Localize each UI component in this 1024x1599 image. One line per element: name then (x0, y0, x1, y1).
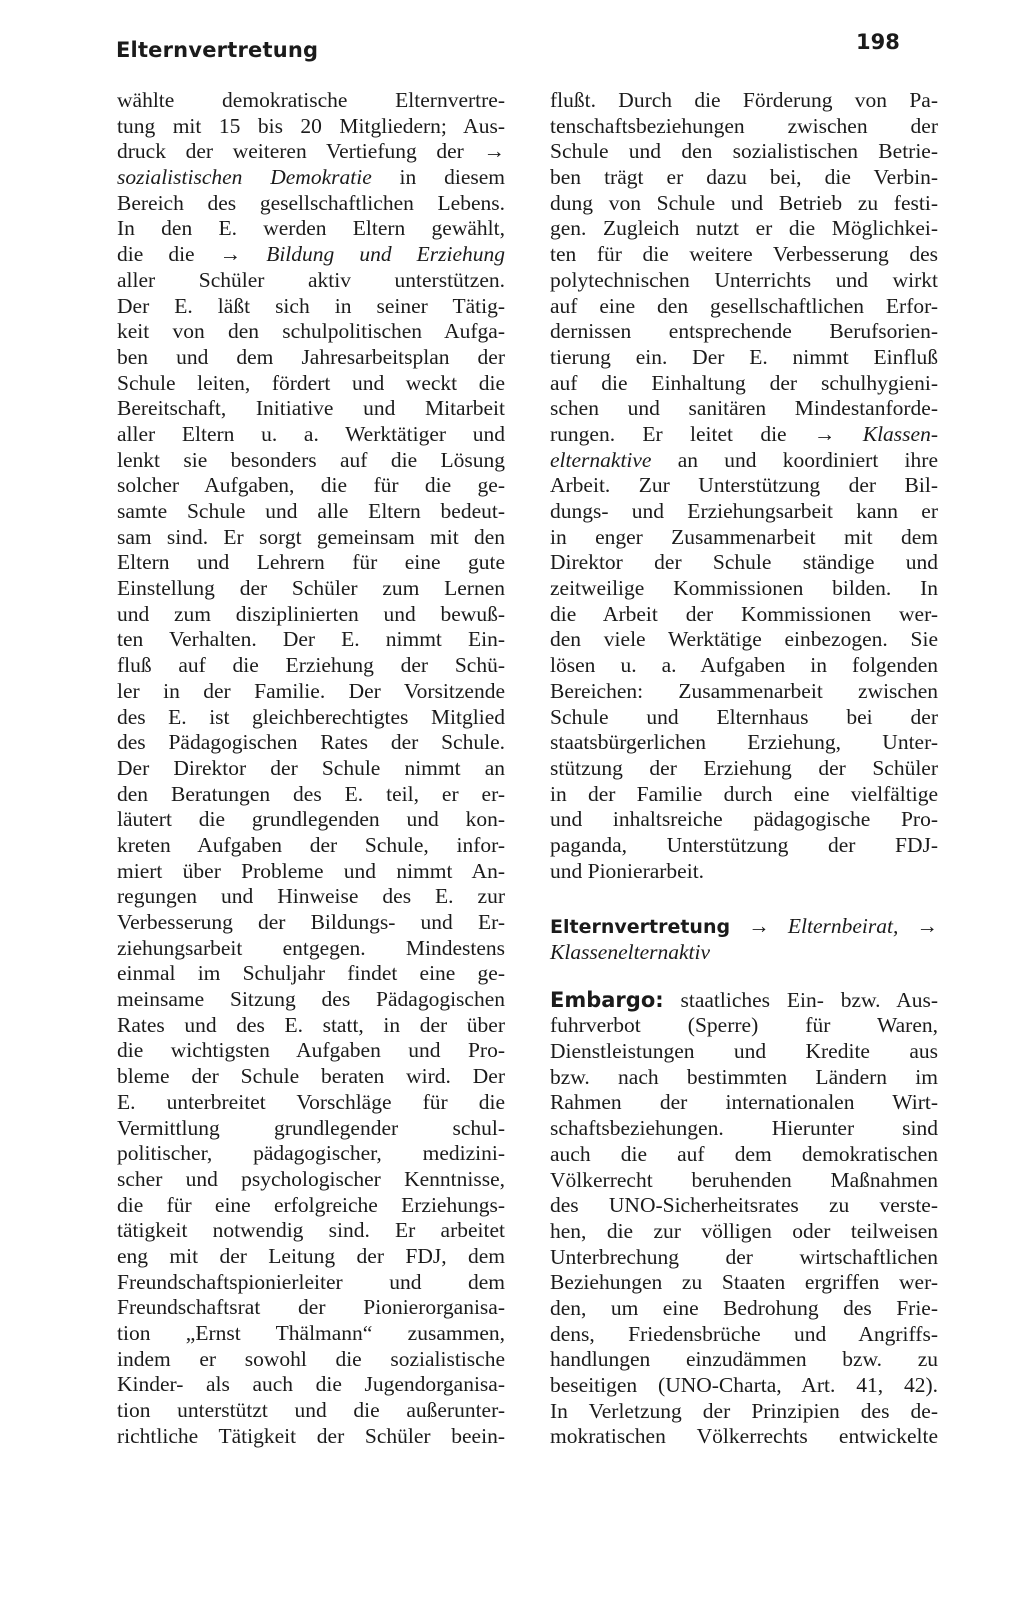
text-line: des E. ist gleichberechtigtes Mitglied (117, 704, 505, 729)
text-line: solcher Aufgaben, die für die ge- (117, 473, 505, 498)
text-line: und inhaltsreiche pädagogische Pro- (550, 807, 938, 832)
text-line: die für eine erfolgreiche Erziehungs- (117, 1192, 505, 1217)
cross-reference-arrow-icon: → (813, 421, 836, 446)
text-line: Unterbrechung der wirtschaftlichen (550, 1244, 938, 1269)
text-line: in enger Zusammenarbeit mit dem (550, 524, 938, 549)
text-line: Eltern und Lehrern für eine gute (117, 550, 505, 575)
text-segment: die die (117, 242, 220, 267)
cross-reference-arrow-icon: → (219, 242, 242, 267)
text-line: paganda, Unterstützung der FDJ- (550, 832, 938, 857)
text-line: und zum disziplinierten und bewuß- (117, 601, 505, 626)
text-line: Der E. läßt sich in seiner Tätig- (117, 293, 505, 318)
text-line: In den E. werden Eltern gewählt, (117, 216, 505, 241)
text-line: tenschaftsbeziehungen zwischen der (550, 113, 938, 138)
text-line: In Verletzung der Prinzipien des de- (550, 1398, 938, 1423)
text-line: Kinder- als auch die Jugendorganisa- (117, 1372, 505, 1397)
text-line: ziehungsarbeit entgegen. Mindestens (117, 935, 505, 960)
text-line: wählte demokratische Elternvertre- (117, 88, 505, 112)
text-line: dernissen entsprechende Berufsorien- (550, 319, 938, 344)
text-line: eng mit der Leitung der FDJ, dem (117, 1243, 505, 1268)
text-line: aller Eltern u. a. Werktätiger und (117, 421, 505, 446)
text-line: indem er sowohl die sozialistische (117, 1346, 505, 1371)
text-line: tierung ein. Der E. nimmt Einfluß (550, 344, 938, 369)
text-line: Bereich des gesellschaftlichen Lebens. (117, 190, 505, 215)
text-line: Schule und Elternhaus bei der (550, 704, 938, 729)
left-column (117, 88, 505, 1449)
text-line: bleme der Schule beraten wird. Der (117, 1064, 505, 1089)
text-line (550, 914, 938, 940)
text-line: und Pionierarbeit. (550, 858, 705, 883)
cross-reference-term[interactable]: Klassen- (835, 421, 938, 446)
cross-reference-arrow-icon: → (916, 914, 939, 939)
text-line: des UNO-Sicherheitsrates zu verste- (550, 1193, 938, 1218)
text-line: dens, Friedensbrüche und Angriffs- (550, 1321, 938, 1346)
text-line: ben und dem Jahresarbeitsplan der (117, 344, 505, 369)
text-line: läutert die grundlegenden und kon- (117, 807, 505, 832)
text-line: Dienstleistungen und Kredite aus (550, 1039, 938, 1064)
text-line: auf eine den gesellschaftlichen Erfor- (550, 293, 938, 318)
text-line: ten Verhalten. Der E. nimmt Ein- (117, 627, 505, 652)
text-line: tätigkeit notwendig sind. Er arbeitet (117, 1218, 505, 1243)
text-line: Vermittlung grundlegender schul- (117, 1115, 505, 1140)
text-line: auch die auf dem demokratischen (550, 1141, 938, 1166)
text-line: Beziehungen zu Staaten ergriffen wer- (550, 1270, 938, 1295)
text-line: tion unterstützt und die außerunter- (117, 1398, 505, 1423)
text-line: staatsbürgerlichen Erziehung, Unter- (550, 730, 938, 755)
text-line: beseitigen (UNO-Charta, Art. 41, 42). (550, 1373, 938, 1397)
page-number: 198 (856, 30, 900, 54)
text-line: Arbeit. Zur Unterstützung der Bil- (550, 473, 938, 498)
text-line: auf die Einhaltung der schulhygieni- (550, 370, 938, 395)
text-segment: staatliches Ein- bzw. Aus- (663, 987, 938, 1012)
text-line: ten für die weitere Verbesserung des (550, 242, 938, 267)
text-line: meinsame Sitzung des Pädagogischen (117, 987, 505, 1012)
cross-reference-term[interactable]: Elternbeirat, (787, 914, 899, 939)
text-line: kreten Aufgaben der Schule, infor- (117, 832, 505, 857)
cross-reference-arrow-icon: → (483, 139, 505, 164)
text-line: Rates und des E. statt, in der über (117, 1012, 505, 1037)
cross-reference-term[interactable]: Klassenelternaktiv (550, 940, 711, 964)
text-line (117, 165, 505, 191)
text-line: Direktor der Schule ständige und (550, 550, 938, 575)
text-line: lösen u. a. Aufgaben in folgenden (550, 653, 938, 678)
text-line: fluß auf die Erziehung der Schü- (117, 653, 505, 678)
text-line: Schule leiten, fördert und weckt die (117, 370, 505, 395)
text-line (550, 940, 938, 966)
cross-reference-term[interactable]: elternaktive (550, 447, 652, 472)
entry-headword: Elternvertretung (550, 916, 731, 939)
text-line (117, 139, 505, 165)
text-line: den Beratungen des E. teil, er er- (117, 781, 505, 806)
text-line: die wichtigsten Aufgaben und Pro- (117, 1038, 505, 1063)
text-line: keit von den schulpolitischen Aufga- (117, 319, 505, 344)
embargo-entry (550, 988, 938, 1450)
text-line: dung von Schule und Betrieb zu festi- (550, 190, 938, 215)
text-line (117, 242, 505, 268)
text-line: handlungen einzudämmen bzw. zu (550, 1347, 938, 1372)
xref-entry (550, 914, 938, 965)
text-line: tung mit 15 bis 20 Mitgliedern; Aus- (117, 113, 505, 138)
text-line: Freundschaftsrat der Pionierorganisa- (117, 1295, 505, 1320)
text-line: den, um eine Bedrohung des Frie- (550, 1295, 938, 1320)
cross-reference-term[interactable]: sozialistischen Demokratie (117, 165, 372, 190)
text-line: schaftsbeziehungen. Hierunter sind (550, 1116, 938, 1141)
entry-spacer (550, 966, 938, 988)
text-line: in der Familie durch eine vielfältige (550, 781, 938, 806)
text-line: Freundschaftspionierleiter und dem (117, 1269, 505, 1294)
text-line: Der Direktor der Schule nimmt an (117, 755, 505, 780)
text-line: Einstellung der Schüler zum Lernen (117, 576, 505, 601)
text-segment: rungen. Er leitet die (550, 421, 814, 446)
text-line: ben trägt er dazu bei, die Verbin- (550, 165, 938, 190)
text-line: stützung der Erziehung der Schüler (550, 755, 938, 780)
text-line: den viele Werktätige einbezogen. Sie (550, 627, 938, 652)
text-line: regungen und Hinweise des E. zur (117, 884, 505, 909)
text-line: ler in der Familie. Der Vorsitzende (117, 678, 505, 703)
text-line: des Pädagogischen Rates der Schule. (117, 730, 505, 755)
cross-reference-term[interactable]: Bildung und Erziehung (241, 242, 505, 267)
text-segment: in diesem (371, 165, 505, 190)
text-line: E. unterbreitet Vorschläge für die (117, 1089, 505, 1114)
text-line (550, 988, 938, 1014)
text-line: einmal im Schuljahr findet eine ge- (117, 961, 505, 986)
text-line: samte Schule und alle Eltern bedeut- (117, 499, 505, 523)
text-line: aller Schüler aktiv unterstützen. (117, 267, 505, 292)
text-line: fuhrverbot (Sperre) für Waren, (550, 1013, 938, 1038)
text-line: Völkerrecht beruhenden Maßnahmen (550, 1167, 938, 1192)
text-line: gen. Zugleich nutzt er die Möglichkei- (550, 216, 938, 241)
text-line: polytechnischen Unterrichts und wirkt (550, 267, 938, 292)
text-line (550, 448, 938, 474)
running-title: Elternvertretung (116, 38, 319, 62)
text-line: Schule und den sozialistischen Betrie- (550, 139, 938, 164)
text-line: sam sind. Er sorgt gemeinsam mit den (117, 524, 505, 549)
text-line: politischer, pädagogischer, medizini- (117, 1141, 505, 1166)
text-segment: an und koordiniert ihre (651, 447, 938, 472)
text-line: schen und sanitären Mindestanforde- (550, 396, 938, 421)
entry-spacer (550, 884, 938, 914)
text-line: die Arbeit der Kommissionen wer- (550, 601, 938, 626)
text-line: scher und psychologischer Kenntnisse, (117, 1166, 505, 1191)
text-line: Rahmen der internationalen Wirt- (550, 1090, 938, 1115)
text-line: dungs- und Erziehungsarbeit kann er (550, 499, 938, 523)
text-line: richtliche Tätigkeit der Schüler beein- (117, 1423, 505, 1448)
right-column (550, 88, 938, 1450)
text-line: Bereitschaft, Initiative und Mitarbeit (117, 396, 505, 421)
text-line: tion „Ernst Thälmann“ zusammen, (117, 1321, 505, 1345)
text-line: zeitweilige Kommissionen bilden. In (550, 576, 938, 601)
text-line: lenkt sie besonders auf die Lösung (117, 447, 505, 472)
text-segment: druck der weiteren Vertiefung der (117, 139, 484, 164)
text-line (550, 422, 938, 448)
text-line: hen, die zur völligen oder teilweisen (550, 1218, 938, 1243)
text-line: Bereichen: Zusammenarbeit zwischen (550, 678, 938, 703)
cross-reference-arrow-icon: → (748, 914, 770, 939)
text-line: miert über Probleme und nimmt An- (117, 858, 505, 883)
text-line: mokratischen Völkerrechts entwickelte (550, 1424, 938, 1449)
text-line: flußt. Durch die Förderung von Pa- (550, 88, 938, 112)
text-line: Verbesserung der Bildungs- und Er- (117, 910, 505, 934)
entry-headword: Embargo: (550, 987, 664, 1012)
text-line: bzw. nach bestimmten Ländern im (550, 1064, 938, 1089)
